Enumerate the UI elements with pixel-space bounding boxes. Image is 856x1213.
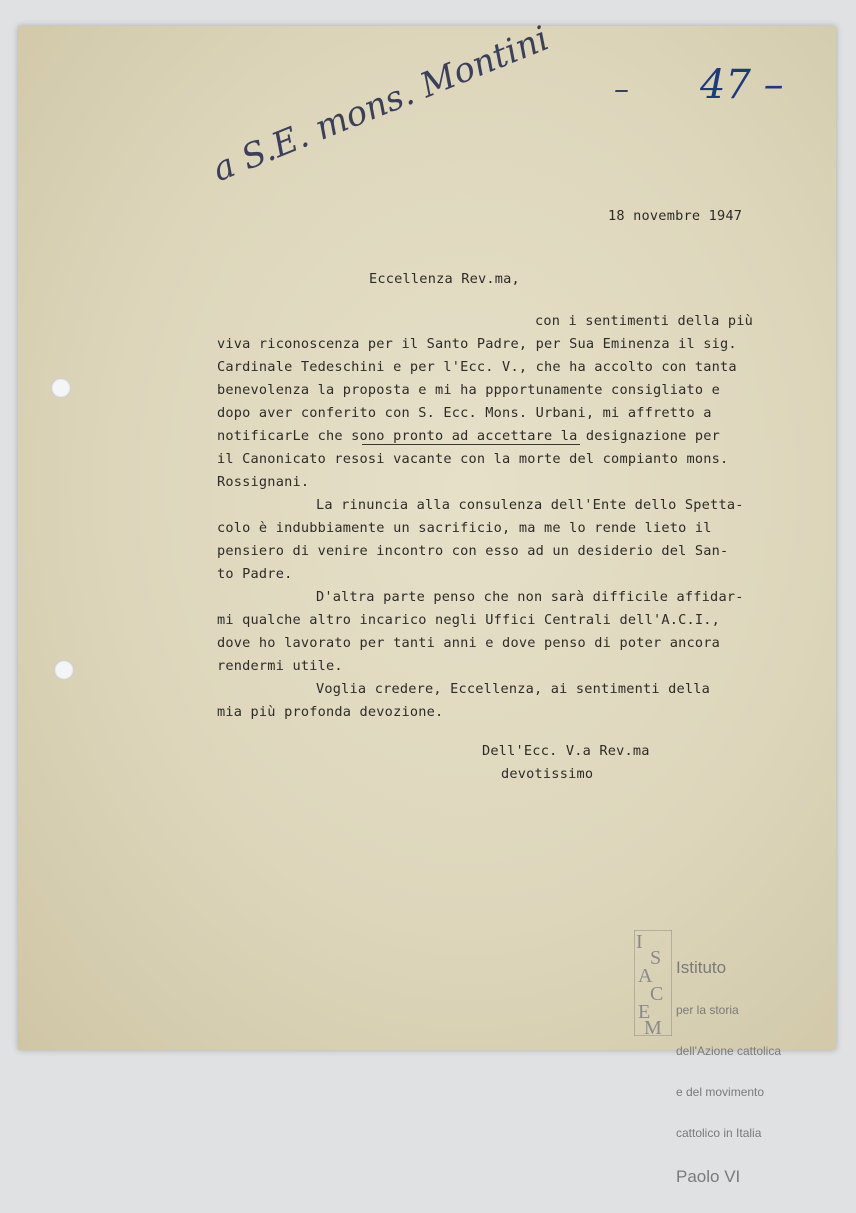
body-line: to Padre. [217,566,293,582]
body-line: benevolenza la proposta e mi ha ppportunamente consigliato e [217,382,721,398]
svg-text:M: M [644,1017,662,1036]
body-line: D'altra parte penso che non sarà difficile affidar- [316,589,744,605]
logo-text-line: per la storia [676,1003,739,1018]
body-line: pensiero di venire incontro con esso ad un desiderio del San- [217,543,729,559]
svg-text:E: E [638,1001,651,1023]
letter-date: 18 novembre 1947 [608,208,743,224]
isacem-logo-text [676,932,781,1213]
body-line: La rinuncia alla consulenza dell'Ente dello Spetta- [316,497,744,513]
logo-text-line: dell'Azione cattolica [676,1044,782,1059]
closing-signature-word: devotissimo [501,766,594,782]
letter-salutation: Eccellenza Rev.ma, [369,271,520,287]
body-line: viva riconoscenza per il Santo Padre, per Sua Eminenza il sig. [217,336,737,352]
svg-text:I: I [636,931,643,953]
body-line: colo è indubbiamente un sacrificio, ma me lo rende lieto il [217,520,712,536]
handwritten-dash: – [614,72,629,107]
underline-accept [362,444,580,445]
logo-text-line: e del movimento [676,1084,765,1099]
body-line: notificarLe che sono pronto ad accettare la designazione per [217,428,721,444]
body-line: rendermi utile. [217,658,343,674]
svg-text:S: S [650,947,662,969]
logo-text-line: Istituto [676,958,727,978]
body-line: Rossignani. [217,474,310,490]
closing-line: Dell'Ecc. V.a Rev.ma [482,743,650,759]
body-line: con i sentimenti della più [535,313,753,329]
punch-hole-top [51,378,71,398]
body-line: Cardinale Tedeschini e per l'Ecc. V., che ha accolto con tanta [217,359,737,375]
body-line: dopo aver conferito con S. Ecc. Mons. Urbani, mi affretto a [217,405,712,421]
handwritten-recipient: a S.E. mons. Montini [207,18,555,190]
svg-text:C: C [650,983,664,1005]
body-line: Voglia credere, Eccellenza, ai sentimenti della [316,681,711,697]
body-line: dove ho lavorato per tanti anni e dove penso di poter ancora [217,635,721,651]
logo-text-line: cattolico in Italia [676,1125,762,1140]
logo-text-line: Paolo VI [676,1166,741,1186]
body-line: il Canonicato resosi vacante con la morte del compianto mons. [217,451,729,467]
handwritten-number: 47 – [700,62,784,108]
body-line: mi qualche altro incarico negli Uffici Centrali dell'A.C.I., [217,612,721,628]
body-line: mia più profonda devozione. [217,704,444,720]
isacem-logo [634,930,784,1186]
isacem-logo-mark [634,930,672,1036]
svg-text:A: A [638,965,653,987]
punch-hole-bottom [54,660,74,680]
